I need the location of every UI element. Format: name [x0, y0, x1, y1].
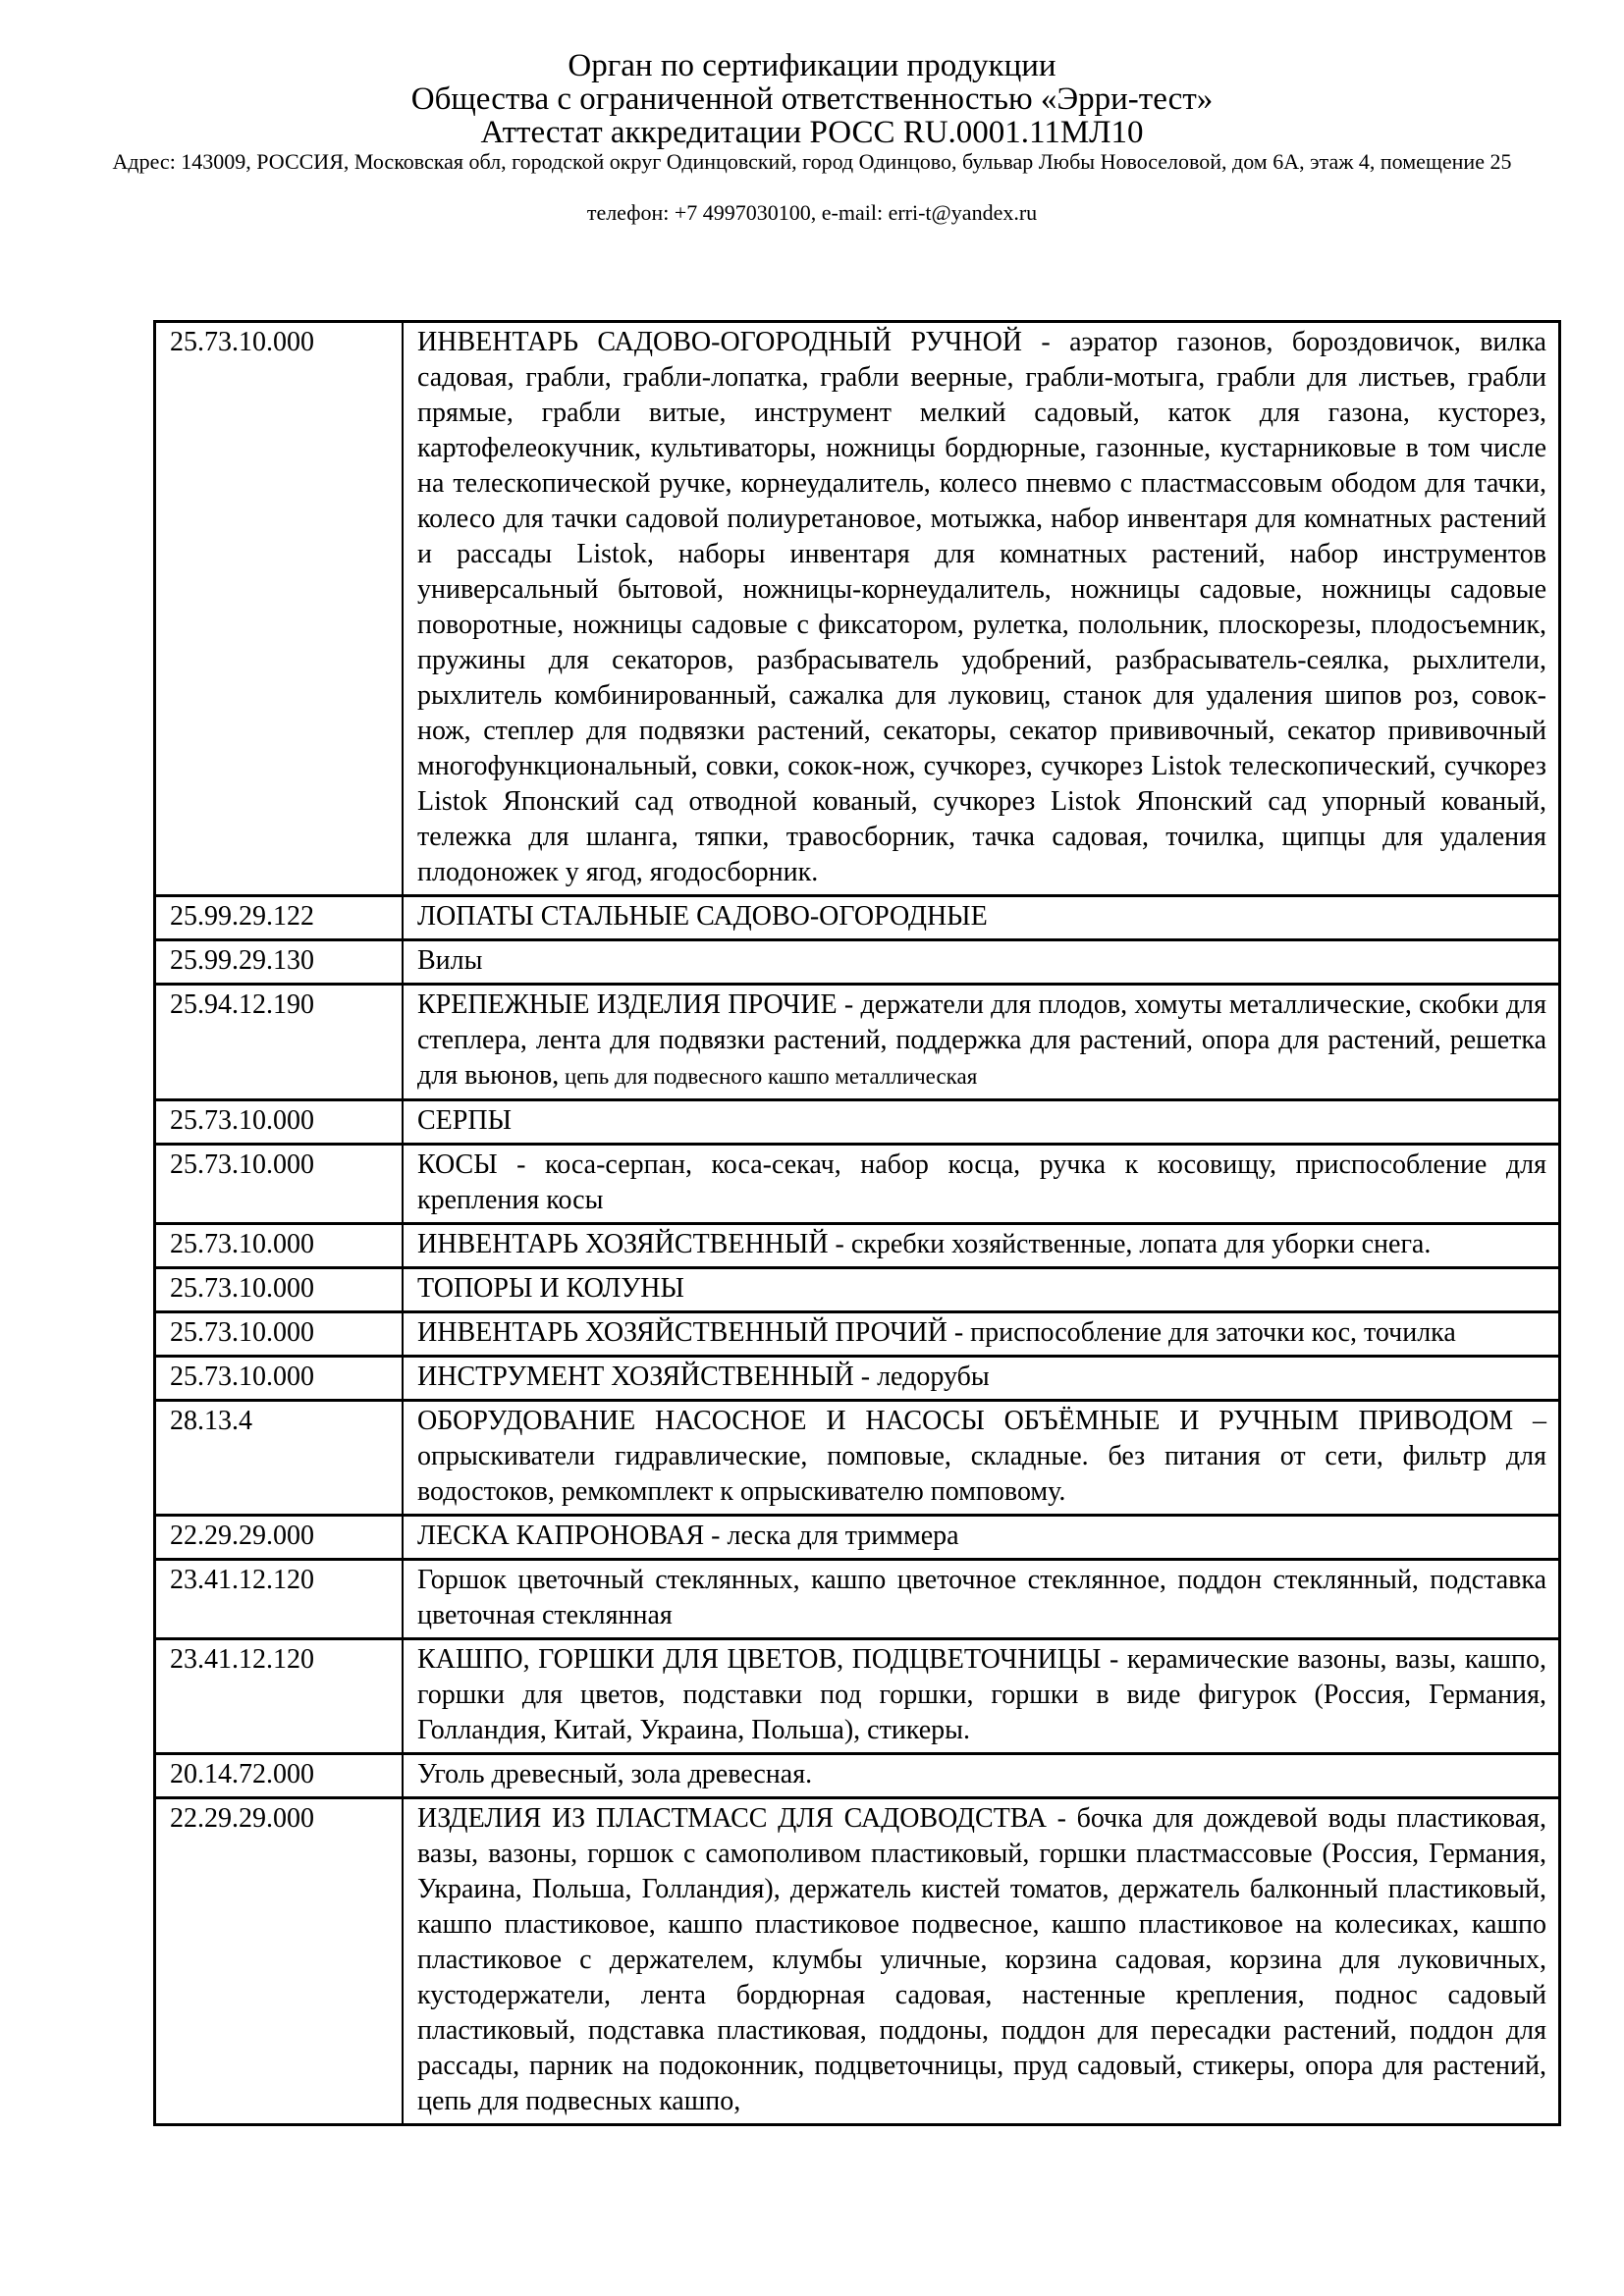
description-main-text: ИНСТРУМЕНТ ХОЗЯЙСТВЕННЫЙ - ледорубы [417, 1362, 990, 1392]
product-table-body [155, 322, 1560, 2125]
description-cell [403, 1268, 1560, 1312]
document-header [0, 49, 1624, 226]
description-main-text: СЕРПЫ [417, 1105, 512, 1136]
table-row [155, 1312, 1560, 1357]
description-main-text: Уголь древесный, зола древесная. [417, 1759, 813, 1789]
code-cell: 25.99.29.122 [155, 896, 404, 940]
description-main-text: Вилы [417, 945, 483, 976]
description-main-text: ОБОРУДОВАНИЕ НАСОСНОЕ И НАСОСЫ ОБЪЁМНЫЕ И РУЧНЫМ ПРИВОДОМ – опрыскиватели гидравлические, помповые, складные. без питания от сети, фильтр для водостоков, ремкомплект к опрыскивателю помповому. [417, 1406, 1546, 1507]
table-row [155, 1401, 1560, 1516]
table-row [155, 1100, 1560, 1145]
code-cell: 25.73.10.000 [155, 322, 404, 896]
code-cell: 25.73.10.000 [155, 1145, 404, 1224]
table-row [155, 1357, 1560, 1401]
description-cell [403, 1100, 1560, 1145]
table-row [155, 1560, 1560, 1639]
table-row [155, 1516, 1560, 1560]
description-main-text: ЛОПАТЫ СТАЛЬНЫЕ САДОВО-ОГОРОДНЫЕ [417, 901, 988, 932]
table-row [155, 1798, 1560, 2125]
header-contact-line: телефон: +7 4997030100, e-mail: erri-t@yandex.ru [586, 200, 1038, 225]
description-main-text: ИНВЕНТАРЬ ХОЗЯЙСТВЕННЫЙ - скребки хозяйственные, лопата для уборки снега. [417, 1229, 1432, 1259]
description-cell [403, 1516, 1560, 1560]
description-cell [403, 896, 1560, 940]
header-title-line-2: Общества с ограниченной ответственностью «Эрри-тест» [410, 81, 1214, 117]
description-cell [403, 1357, 1560, 1401]
header-accreditation-line: Аттестат аккредитации РОСС RU.0001.11МЛ10 [480, 115, 1144, 150]
table-row [155, 322, 1560, 896]
code-cell: 23.41.12.120 [155, 1639, 404, 1754]
table-row [155, 1639, 1560, 1754]
description-main-text: ЛЕСКА КАПРОНОВАЯ - леска для триммера [417, 1521, 959, 1551]
description-main-text: КРЕПЕЖНЫЕ ИЗДЕЛИЯ ПРОЧИЕ - держатели для плодов, хомуты металлические, скобки для степлера, лента для подвязки растений, поддержка для растений, опора для растений, решетка для вьюнов, [417, 989, 1546, 1091]
description-main-text: КОСЫ - коса-серпан, коса-секач, набор косца, ручка к косовищу, приспособление для крепления косы [417, 1149, 1546, 1215]
table-row [155, 1268, 1560, 1312]
description-cell [403, 1798, 1560, 2125]
code-cell: 25.73.10.000 [155, 1224, 404, 1268]
description-cell [403, 985, 1560, 1100]
description-cell [403, 322, 1560, 896]
description-cell [403, 940, 1560, 985]
code-cell: 22.29.29.000 [155, 1798, 404, 2125]
code-cell: 23.41.12.120 [155, 1560, 404, 1639]
description-main-text: ТОПОРЫ И КОЛУНЫ [417, 1273, 684, 1304]
code-cell: 25.73.10.000 [155, 1268, 404, 1312]
description-cell [403, 1401, 1560, 1516]
code-cell: 25.73.10.000 [155, 1100, 404, 1145]
table-row [155, 985, 1560, 1100]
code-cell: 22.29.29.000 [155, 1516, 404, 1560]
description-cell [403, 1145, 1560, 1224]
description-cell [403, 1312, 1560, 1357]
description-small-text: цепь для подвесного кашпо металлическая [559, 1064, 978, 1089]
table-row [155, 1224, 1560, 1268]
description-main-text: ИНВЕНТАРЬ ХОЗЯЙСТВЕННЫЙ ПРОЧИЙ - приспособление для заточки кос, точилка [417, 1317, 1456, 1348]
table-row [155, 1754, 1560, 1798]
table-row [155, 896, 1560, 940]
code-cell: 25.94.12.190 [155, 985, 404, 1100]
table-row [155, 940, 1560, 985]
product-codes-table [153, 320, 1561, 2126]
description-main-text: КАШПО, ГОРШКИ ДЛЯ ЦВЕТОВ, ПОДЦВЕТОЧНИЦЫ - керамические вазоны, вазы, кашпо, горшки для цветов, подставки под горшки, горшки в виде фигурок (Россия, Германия, Голландия, Китай, Украина, Польша), стикеры. [417, 1644, 1546, 1745]
description-cell [403, 1754, 1560, 1798]
table-row [155, 1145, 1560, 1224]
description-main-text: Горшок цветочный стеклянных, кашпо цветочное стеклянное, поддон стеклянный, подставка цветочная стеклянная [417, 1565, 1546, 1630]
description-main-text: ИЗДЕЛИЯ ИЗ ПЛАСТМАСС ДЛЯ САДОВОДСТВА - бочка для дождевой воды пластиковая, вазы, вазоны, горшок с самополивом пластиковый, горшки пластмассовые (Россия, Германия, Украина, Польша, Голландия), держатель кистей томатов, держатель балконный пластиковый, кашпо пластиковое, кашпо пластиковое подвесное, кашпо пластиковое на колесиках, кашпо пластиковое с держателем, клумбы уличные, корзина садовая, корзина для луковичных, кустодержатели, лента бордюрная садовая, настенные крепления, поднос садовый пластиковый, подставка пластиковая, поддоны, поддон для пересадки растений, поддон для рассады, парник на подоконник, подцветочницы, пруд садовый, стикеры, опора для растений, цепь для подвесных кашпо, [417, 1803, 1546, 2116]
description-cell [403, 1224, 1560, 1268]
code-cell: 25.73.10.000 [155, 1312, 404, 1357]
code-cell: 20.14.72.000 [155, 1754, 404, 1798]
description-cell [403, 1639, 1560, 1754]
code-cell: 25.99.29.130 [155, 940, 404, 985]
description-main-text: ИНВЕНТАРЬ САДОВО-ОГОРОДНЫЙ РУЧНОЙ - аэратор газонов, бороздовичок, вилка садовая, грабли, грабли-лопатка, грабли веерные, грабли-мотыга, грабли для листьев, грабли прямые, грабли витые, инструмент мелкий садовый, каток для газона, кусторез, картофелеокучник, культиваторы, ножницы бордюрные, газонные, кустарниковые в том числе на телескопической ручке, корнеудалитель, колесо пневмо с пластмассовым ободом для тачки, колесо для тачки садовой полиуретановое, мотыжка, набор инвентаря для комнатных растений и рассады Listok, наборы инвентаря для комнатных растений, набор инструментов универсальный бытовой, ножницы-корнеудалитель, ножницы садовые, ножницы садовые поворотные, ножницы садовые с фиксатором, рулетка, полольник, плоскорезы, плодосъемник, пружины для секаторов, разбрасыватель удобрений, разбрасыватель-сеялка, рыхлители, рыхлитель комбинированный, сажалка для луковиц, станок для удаления шипов роз, совок-нож, степлер для подвязки растений, секаторы, секатор прививочный, секатор прививочный многофункциональный, совки, сокок-нож, сучкорез, сучкорез Listok телескопический, сучкорез Listok Японский сад отводной кованый, сучкорез Listok Японский сад упорный кованый, тележка для шланга, тяпки, травосборник, тачка садовая, точилка, щипцы для удаления плодоножек у ягод, ягодосборник. [417, 327, 1546, 887]
code-cell: 25.73.10.000 [155, 1357, 404, 1401]
header-title-line-1: Орган по сертификации продукции [568, 48, 1056, 83]
header-address-line: Адрес: 143009, РОССИЯ, Московская обл, городской округ Одинцовский, город Одинцово, бульвар Любы Новоселовой, дом 6А, этаж 4, помещение 25 [112, 149, 1512, 174]
code-cell: 28.13.4 [155, 1401, 404, 1516]
description-cell [403, 1560, 1560, 1639]
